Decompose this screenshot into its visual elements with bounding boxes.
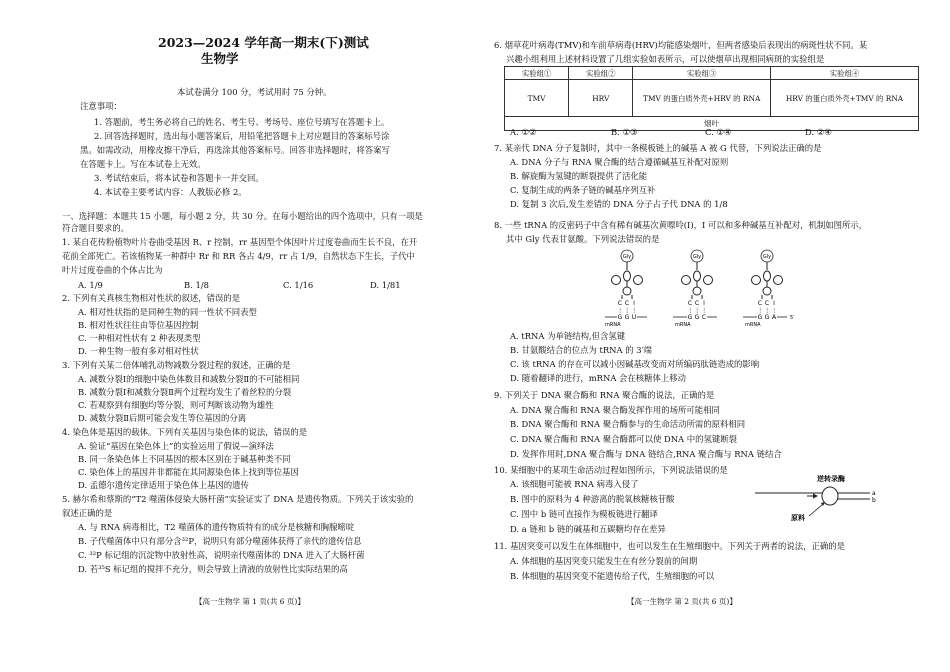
q1-option-d: D. 1/81 — [370, 280, 401, 290]
q8-stem: 8. 一些 tRNA 的反密码子中含有稀有碱基次黄嘌呤(I)，I 可以和多种碱基互补配对，机制如图所示， — [494, 220, 868, 230]
anticodon-base: C — [694, 300, 700, 307]
q3-option-b: B. 减数分裂Ⅰ和减数分裂Ⅱ两个过程均发生了着丝粒的分裂 — [78, 387, 292, 397]
q7-option-c: C. 复制生成的两条子链的碱基序列互补 — [510, 185, 656, 195]
section-intro: 符合题目要求的。 — [62, 223, 129, 233]
q5-option-c: C. ³²P 标记组的沉淀物中放射性高，说明亲代噬菌体的 DNA 进入了大肠杆菌 — [78, 550, 365, 560]
svg-text:┊: ┊ — [688, 308, 692, 314]
gly-label: Gly — [762, 254, 772, 260]
notice-line: 3. 考试结束后，将本试卷和答题卡一并交回。 — [94, 173, 264, 183]
section-intro: 一、选择题：本题共 15 小题，每小题 2 分，共 30 分。在每小题给出的四个选项中，只有一项是 — [62, 211, 423, 221]
codon-base: A — [771, 314, 777, 321]
svg-text:┊: ┊ — [758, 308, 762, 314]
q2-stem: 2. 下列有关真核生物相对性状的叙述，错误的是 — [62, 293, 241, 303]
anticodon-base: I — [633, 300, 635, 307]
codon-base: U — [631, 314, 637, 321]
anticodon-base: C — [757, 300, 763, 307]
notice-line: 2. 回答选择题时，选出每小题答案后，用铅笔把答题卡上对应题目的答案标号涂 — [94, 131, 390, 141]
codon-base: C — [701, 314, 707, 321]
q7-option-d: D. 复制 3 次后,发生差错的 DNA 分子占子代 DNA 的 1/8 — [510, 199, 728, 209]
q7-option-a: A. DNA 分子与 RNA 聚合酶的结合遵循碱基互补配对原则 — [510, 157, 729, 167]
anticodon-base: I — [773, 300, 775, 307]
q8-option-c: C. 该 tRNA 的存在可以减小因碱基改变而对所编码肽链造成的影响 — [510, 359, 760, 369]
exam-subject: 生物学 — [201, 51, 239, 66]
raw-material-label: 原料 — [791, 514, 805, 522]
right-page — [475, 0, 950, 672]
q9-stem: 9. 下列关于 DNA 聚合酶和 RNA 聚合酶的说法，正确的是 — [494, 390, 715, 400]
q5-option-a: A. 与 RNA 病毒相比，T2 噬菌体的遗传物质特有的成分是核糖和胸腺嘧啶 — [78, 522, 355, 532]
table-cell: TMV — [505, 80, 569, 117]
q4-option-b: B. 同一条染色体上不同基因的根本区别在于碱基种类不同 — [78, 454, 291, 464]
q6-option-b: B. ①③ — [611, 127, 638, 137]
q6-option-a: A. ①② — [510, 127, 537, 137]
q10-option-a: A. 该细胞可能被 RNA 病毒入侵了 — [510, 479, 639, 489]
gly-label: Gly — [692, 254, 702, 260]
q7-stem: 7. 某亲代 DNA 分子复制时，其中一条模板链上的碱基 A 被 G 代替，下列说法正确的是 — [494, 143, 822, 153]
q8-stem: 其中 Gly 代表甘氨酸。下列说法错误的是 — [506, 234, 660, 244]
trna-structure-2 — [673, 250, 717, 328]
q4-option-c: C. 染色体上的基因并非都能在其同源染色体上找到等位基因 — [78, 467, 299, 477]
q4-option-d: D. 孟德尔遗传定律适用于染色体上基因的遗传 — [78, 480, 249, 490]
svg-text:┊: ┊ — [765, 308, 769, 314]
q6-option-c: C. ①④ — [705, 127, 732, 137]
q2-option-d: D. 一种生物一般有多对相对性状 — [78, 346, 199, 356]
mrna-label: mRNA — [675, 322, 691, 328]
anticodon-base: C — [624, 300, 630, 307]
q9-option-a: A. DNA 聚合酶和 RNA 聚合酶发挥作用的场所可能相同 — [510, 405, 720, 415]
exam-title: 2023—2024 学年高一期末(下)测试 — [158, 35, 369, 50]
codon-base: G — [617, 314, 623, 321]
notice-line: 在答题卡上。写在本试卷上无效。 — [80, 159, 206, 169]
anticodon-base: C — [687, 300, 693, 307]
enzyme-label: 逆转录酶 — [817, 475, 845, 483]
q10-option-b: B. 图中的原料为 4 种游离的脱氧核糖核苷酸 — [510, 494, 675, 504]
table-cell: TMV 的蛋白质外壳+HRV 的 RNA — [633, 80, 771, 117]
trna-structure-1 — [605, 250, 647, 328]
table-cell: HRV — [569, 80, 633, 117]
score-line: 本试卷满分 100 分，考试用时 75 分钟。 — [177, 87, 332, 97]
page-footer: 【高一生物学 第 2 页(共 6 页)】 — [627, 597, 737, 606]
q1-option-c: C. 1/16 — [283, 280, 314, 290]
codon-base: G — [694, 314, 700, 321]
q10-stem: 10. 某细胞中的某项生命活动过程如图所示，下列说法错误的是 — [494, 465, 728, 475]
q10-option-c: C. 图中 b 链可直接作为模板链进行翻译 — [510, 509, 658, 519]
experiment-table — [504, 66, 919, 131]
q2-option-c: C. 一种相对性状有 2 种表现类型 — [78, 333, 201, 343]
q11-option-b: B. 体细胞的基因突变不能遗传给子代，生殖细胞的可以 — [510, 571, 715, 581]
q4-stem: 4. 染色体是基因的载体。下列有关基因与染色体的说法，错误的是 — [62, 427, 308, 437]
mrna-label: mRNA — [745, 322, 761, 328]
q1-stem: 花前全部死亡。若该植物某一种群中 Rr 和 RR 各占 4/9，rr 占 1/9，自然状态下生长，子代中 — [62, 251, 415, 261]
notice-line: 1. 答题前，考生务必将自己的姓名、考生号、考场号、座位号填写在答题卡上。 — [94, 117, 390, 127]
svg-text:┊: ┊ — [625, 308, 629, 314]
page-footer: 【高一生物学 第 1 页(共 6 页)】 — [195, 597, 305, 606]
q1-stem: 叶片过度卷曲的个体占比为 — [62, 265, 163, 275]
table-header: 实验组④ — [770, 67, 918, 80]
q8-option-a: A. tRNA 为单链结构,但含氢键 — [510, 331, 626, 341]
strand-end-label: 5′ — [790, 315, 795, 321]
anticodon-base: I — [703, 300, 705, 307]
svg-text:┊: ┊ — [618, 308, 622, 314]
trna-structure-3 — [743, 250, 795, 328]
q9-option-b: B. DNA 聚合酶和 RNA 聚合酶参与的生命活动所需的原料相同 — [510, 419, 746, 429]
notice-title: 注意事项： — [80, 101, 122, 111]
svg-text:┊: ┊ — [695, 308, 699, 314]
anticodon-base: C — [617, 300, 623, 307]
chain-a-label: a — [872, 490, 876, 497]
mrna-label: mRNA — [605, 322, 621, 328]
q6-stem: 6. 烟草花叶病毒(TMV)和车前草病毒(HRV)均能感染烟叶，但两者感染后表现出的病斑性状不同。某 — [494, 40, 868, 50]
svg-text:┊: ┊ — [702, 308, 706, 314]
q5-stem: 叙述正确的是 — [62, 508, 113, 518]
q1-option-b: B. 1/8 — [184, 280, 209, 290]
q2-option-a: A. 相对性状指的是同种生物的同一性状不同表型 — [78, 307, 257, 317]
q5-option-d: D. 若³⁵S 标记组的搅拌不充分，则会导致上清液的放射性比实际结果的高 — [78, 564, 348, 574]
table-footer-cell: 烟叶 — [505, 117, 919, 131]
q11-option-a: A. 体细胞的基因突变只能发生在有丝分裂前的间期 — [510, 556, 698, 566]
q3-option-d: D. 减数分裂Ⅱ后期可能会发生等位基因的分离 — [78, 413, 247, 423]
codon-base: G — [757, 314, 763, 321]
codon-base: G — [687, 314, 693, 321]
q11-stem: 11. 基因突变可以发生在体细胞中，也可以发生在生殖细胞中。下列关于两者的说法，正确的是 — [494, 541, 845, 551]
q9-option-d: D. 发挥作用时,DNA 聚合酶与 DNA 链结合,RNA 聚合酶与 RNA 链结合 — [510, 449, 782, 459]
q3-stem: 3. 下列有关某二倍体哺乳动物减数分裂过程的叙述，正确的是 — [62, 360, 291, 370]
q10-option-d: D. a 链和 b 链的碱基和五碳糖均存在差异 — [510, 524, 666, 534]
q5-option-b: B. 子代噬菌体中只有部分含³²P，说明只有部分噬菌体获得了亲代的遗传信息 — [78, 536, 362, 546]
table-header: 实验组① — [505, 67, 569, 80]
trna-figure — [605, 246, 805, 328]
reverse-transcription-figure — [755, 470, 880, 525]
q9-option-c: C. DNA 聚合酶和 RNA 聚合酶都可以使 DNA 中的氢键断裂 — [510, 434, 737, 444]
q3-option-c: C. 若观察到有细胞均等分裂，则可判断该动物为雄性 — [78, 400, 274, 410]
gly-label: Gly — [622, 254, 632, 260]
codon-base: G — [624, 314, 630, 321]
svg-text:┊: ┊ — [772, 308, 776, 314]
notice-line: 4. 本试卷主要考试内容：人教版必修 2。 — [94, 187, 247, 197]
q5-stem: 5. 赫尔希和蔡斯的“T2 噬菌体侵染大肠杆菌”实验证实了 DNA 是遗传物质。下列关于该实验的 — [62, 494, 414, 504]
q4-option-a: A. 验证“基因在染色体上”的实验运用了假说—演绎法 — [78, 441, 274, 451]
q8-option-b: B. 甘氨酸结合的位点为 tRNA 的 3′端 — [510, 345, 652, 355]
q8-option-d: D. 随着翻译的进行，mRNA 会在核糖体上移动 — [510, 373, 687, 383]
svg-text:┊: ┊ — [632, 308, 636, 314]
q1-stem: 1. 某自花传粉植物叶片卷曲受基因 R、r 控制，rr 基因型个体因叶片过度卷曲而生长不良，在开 — [62, 237, 418, 247]
q7-option-b: B. 解旋酶为氢键的断裂提供了活化能 — [510, 171, 648, 181]
codon-base: G — [764, 314, 770, 321]
q1-option-a: A. 1/9 — [78, 280, 103, 290]
table-header: 实验组② — [569, 67, 633, 80]
q3-option-a: A. 减数分裂Ⅰ的细胞中染色体数目和减数分裂Ⅱ的不可能相同 — [78, 374, 300, 384]
table-cell: HRV 的蛋白质外壳+TMV 的 RNA — [770, 80, 918, 117]
q2-option-b: B. 相对性状往往由等位基因控制 — [78, 320, 199, 330]
notice-line: 黑。如需改动，用橡皮擦干净后，再选涂其他答案标号。回答非选择题时，将答案写 — [80, 145, 390, 155]
q6-option-d: D. ②④ — [805, 127, 832, 137]
table-header: 实验组③ — [633, 67, 771, 80]
q6-stem: 兴趣小组利用上述材料设置了几组实验如表所示，可以使烟草出现相同病斑的实验组是 — [506, 54, 825, 64]
anticodon-base: C — [764, 300, 770, 307]
chain-b-label: b — [872, 497, 876, 504]
